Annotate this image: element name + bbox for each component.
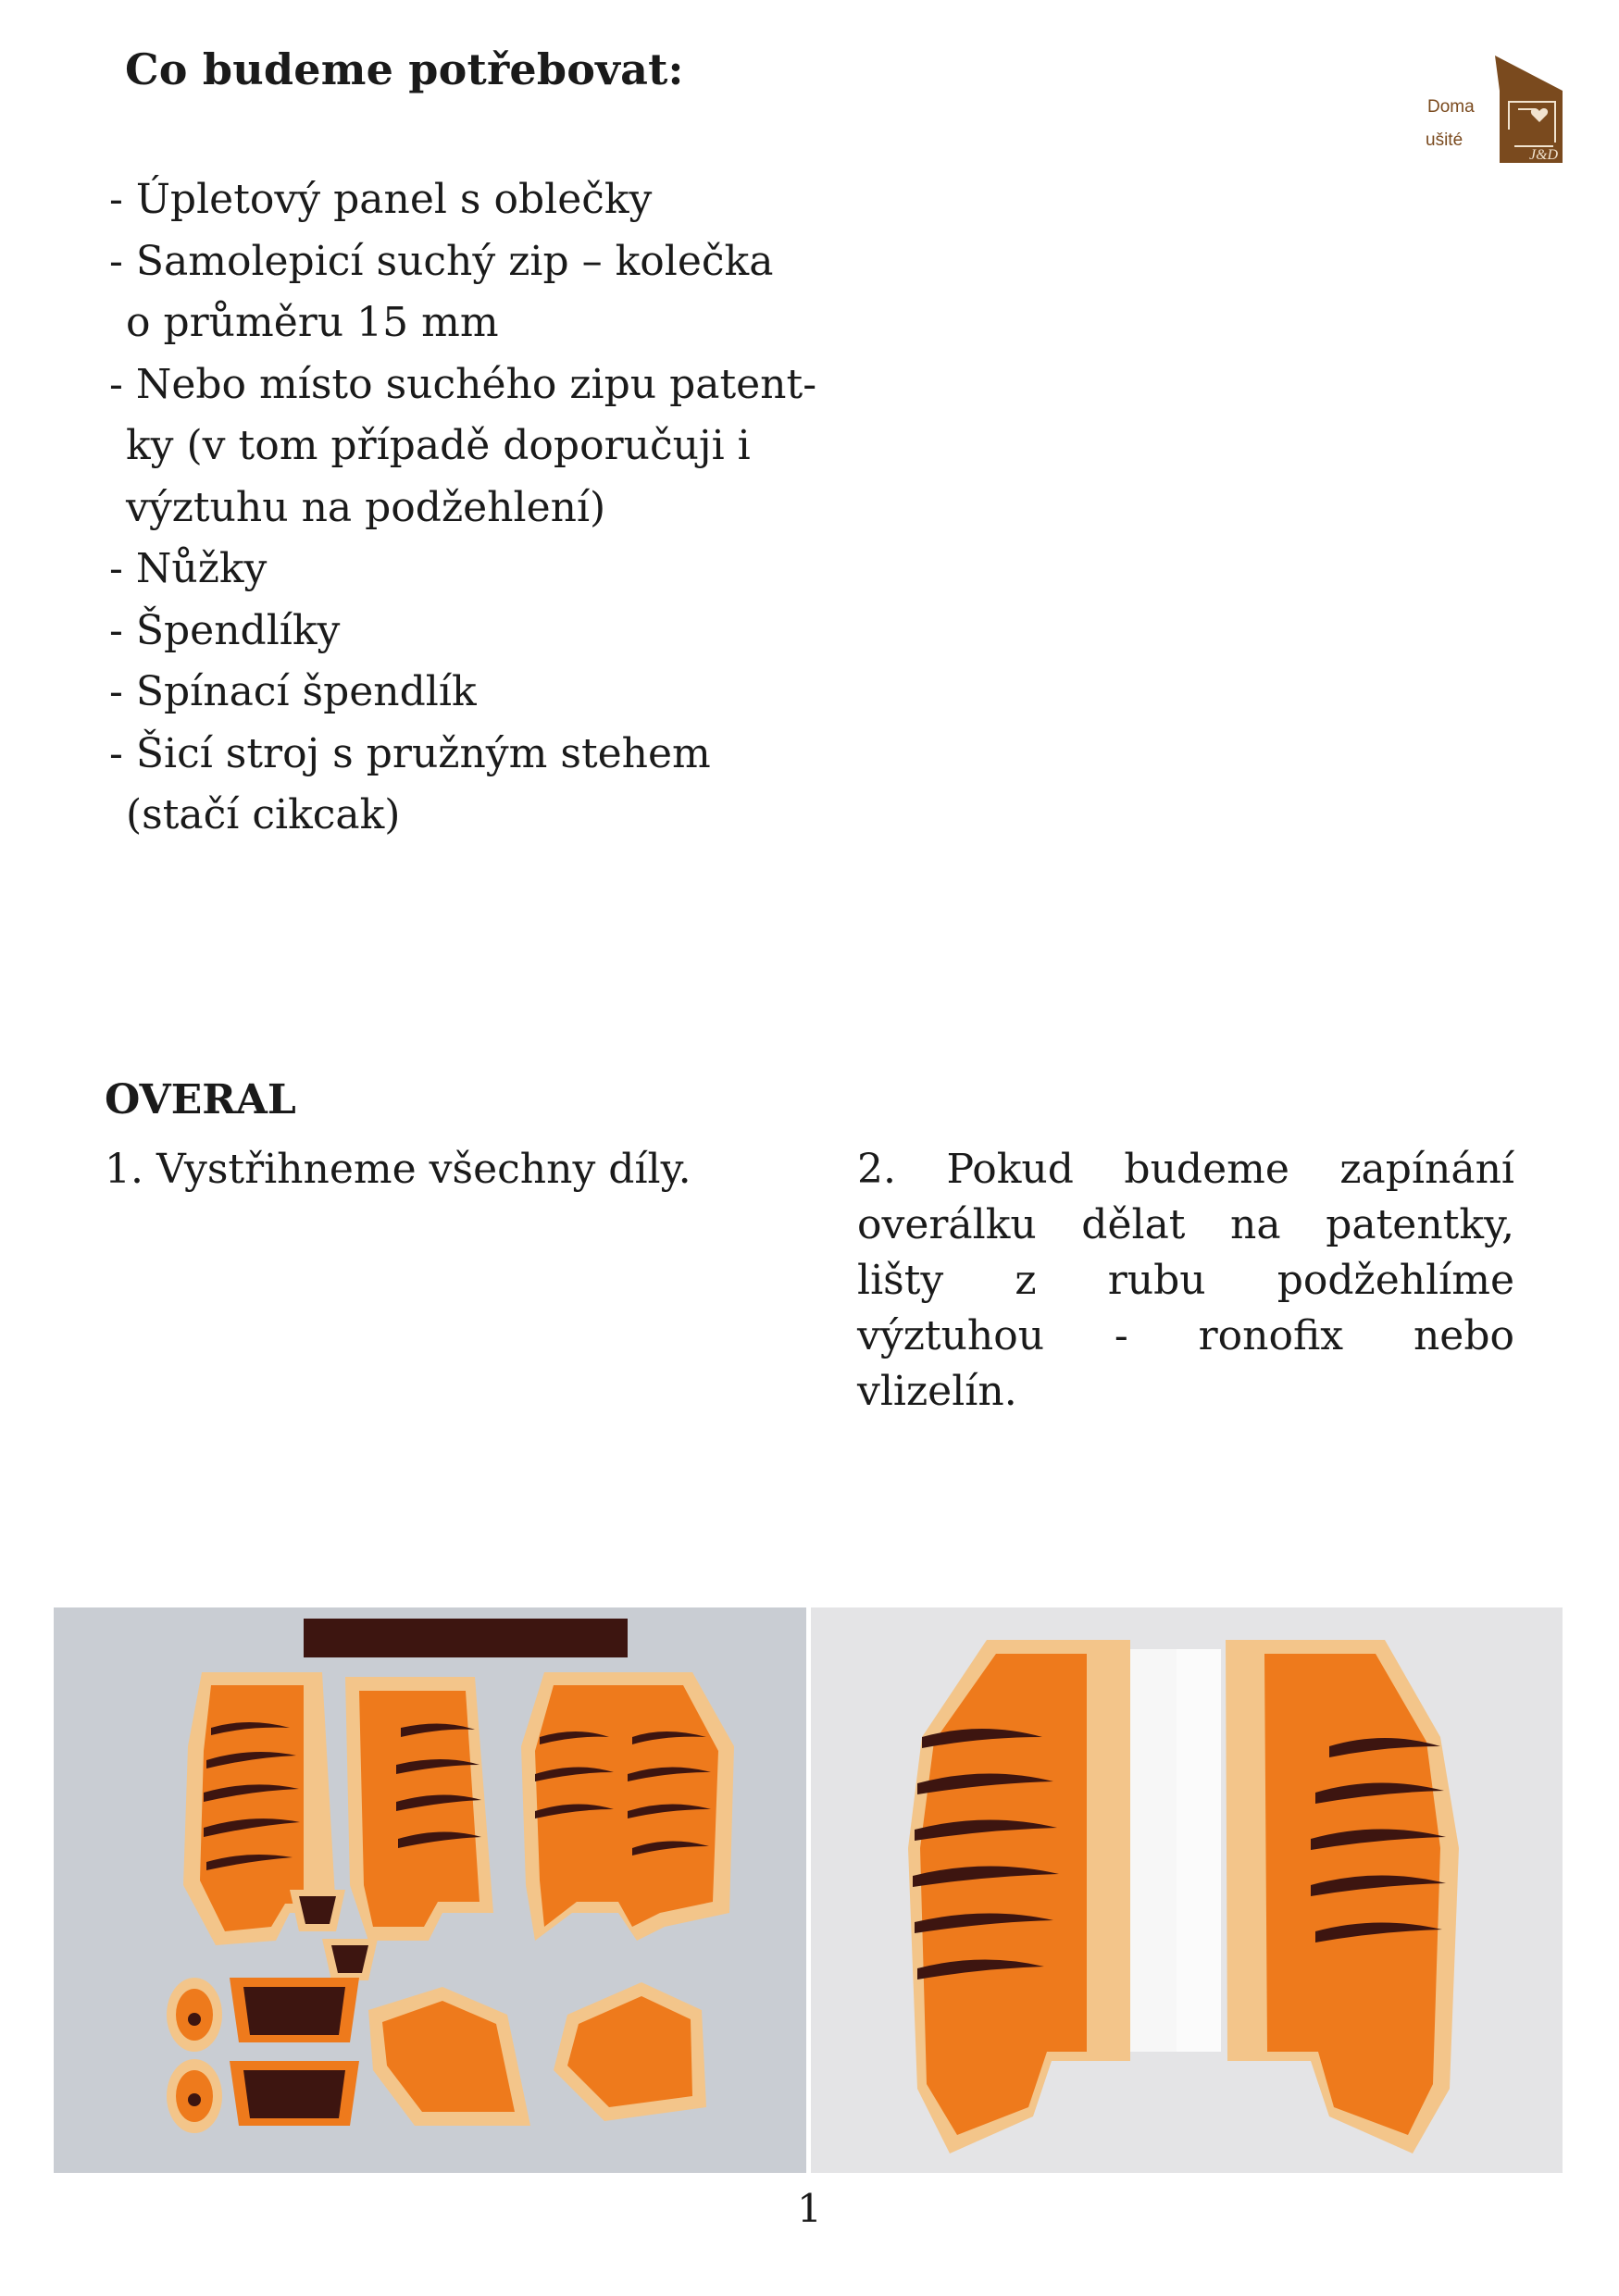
step-2-text: 2. Pokud budeme zapínání overálku dělat na patentky, lišty z rubu podžehlíme výztuhou - ronofix nebo vlizelín. xyxy=(857,1146,1514,1415)
list-item: výztuhu na podžehlení) xyxy=(126,483,606,531)
page-number: 1 xyxy=(797,2186,822,2231)
list-item: - Spínací špendlík xyxy=(109,668,477,715)
logo-line2: ušité xyxy=(1426,130,1463,150)
back-piece xyxy=(521,1672,734,1941)
photo-ironed-halves xyxy=(811,1607,1563,2173)
step-1-text: 1. Vystřihneme všechny díly. xyxy=(105,1146,691,1193)
list-item: (stačí cikcak) xyxy=(126,791,401,838)
list-item: ky (v tom případě doporučuji i xyxy=(126,422,751,469)
logo-initials: J&D xyxy=(1529,147,1559,163)
doma-usite-logo xyxy=(1426,54,1564,165)
list-item: - Samolepicí suchý zip – kolečka xyxy=(109,237,774,285)
materials-heading: Co budeme potřebovat: xyxy=(125,44,684,94)
materials-list xyxy=(109,169,816,847)
list-item: - Úpletový panel s oblečky xyxy=(109,176,653,223)
list-item: o průměru 15 mm xyxy=(126,299,499,346)
sewing-house-icon xyxy=(1426,54,1564,165)
photo-cut-pieces xyxy=(54,1607,806,2173)
list-item: - Špendlíky xyxy=(109,606,341,654)
center-piece xyxy=(345,1677,493,1941)
list-item: - Nůžky xyxy=(109,545,268,592)
logo-line1: Doma xyxy=(1427,97,1475,117)
list-item: - Nebo místo suchého zipu patent- xyxy=(109,360,817,408)
list-item: - Šicí stroj s pružným stehem xyxy=(109,729,711,777)
section-title: OVERAL xyxy=(105,1076,296,1123)
